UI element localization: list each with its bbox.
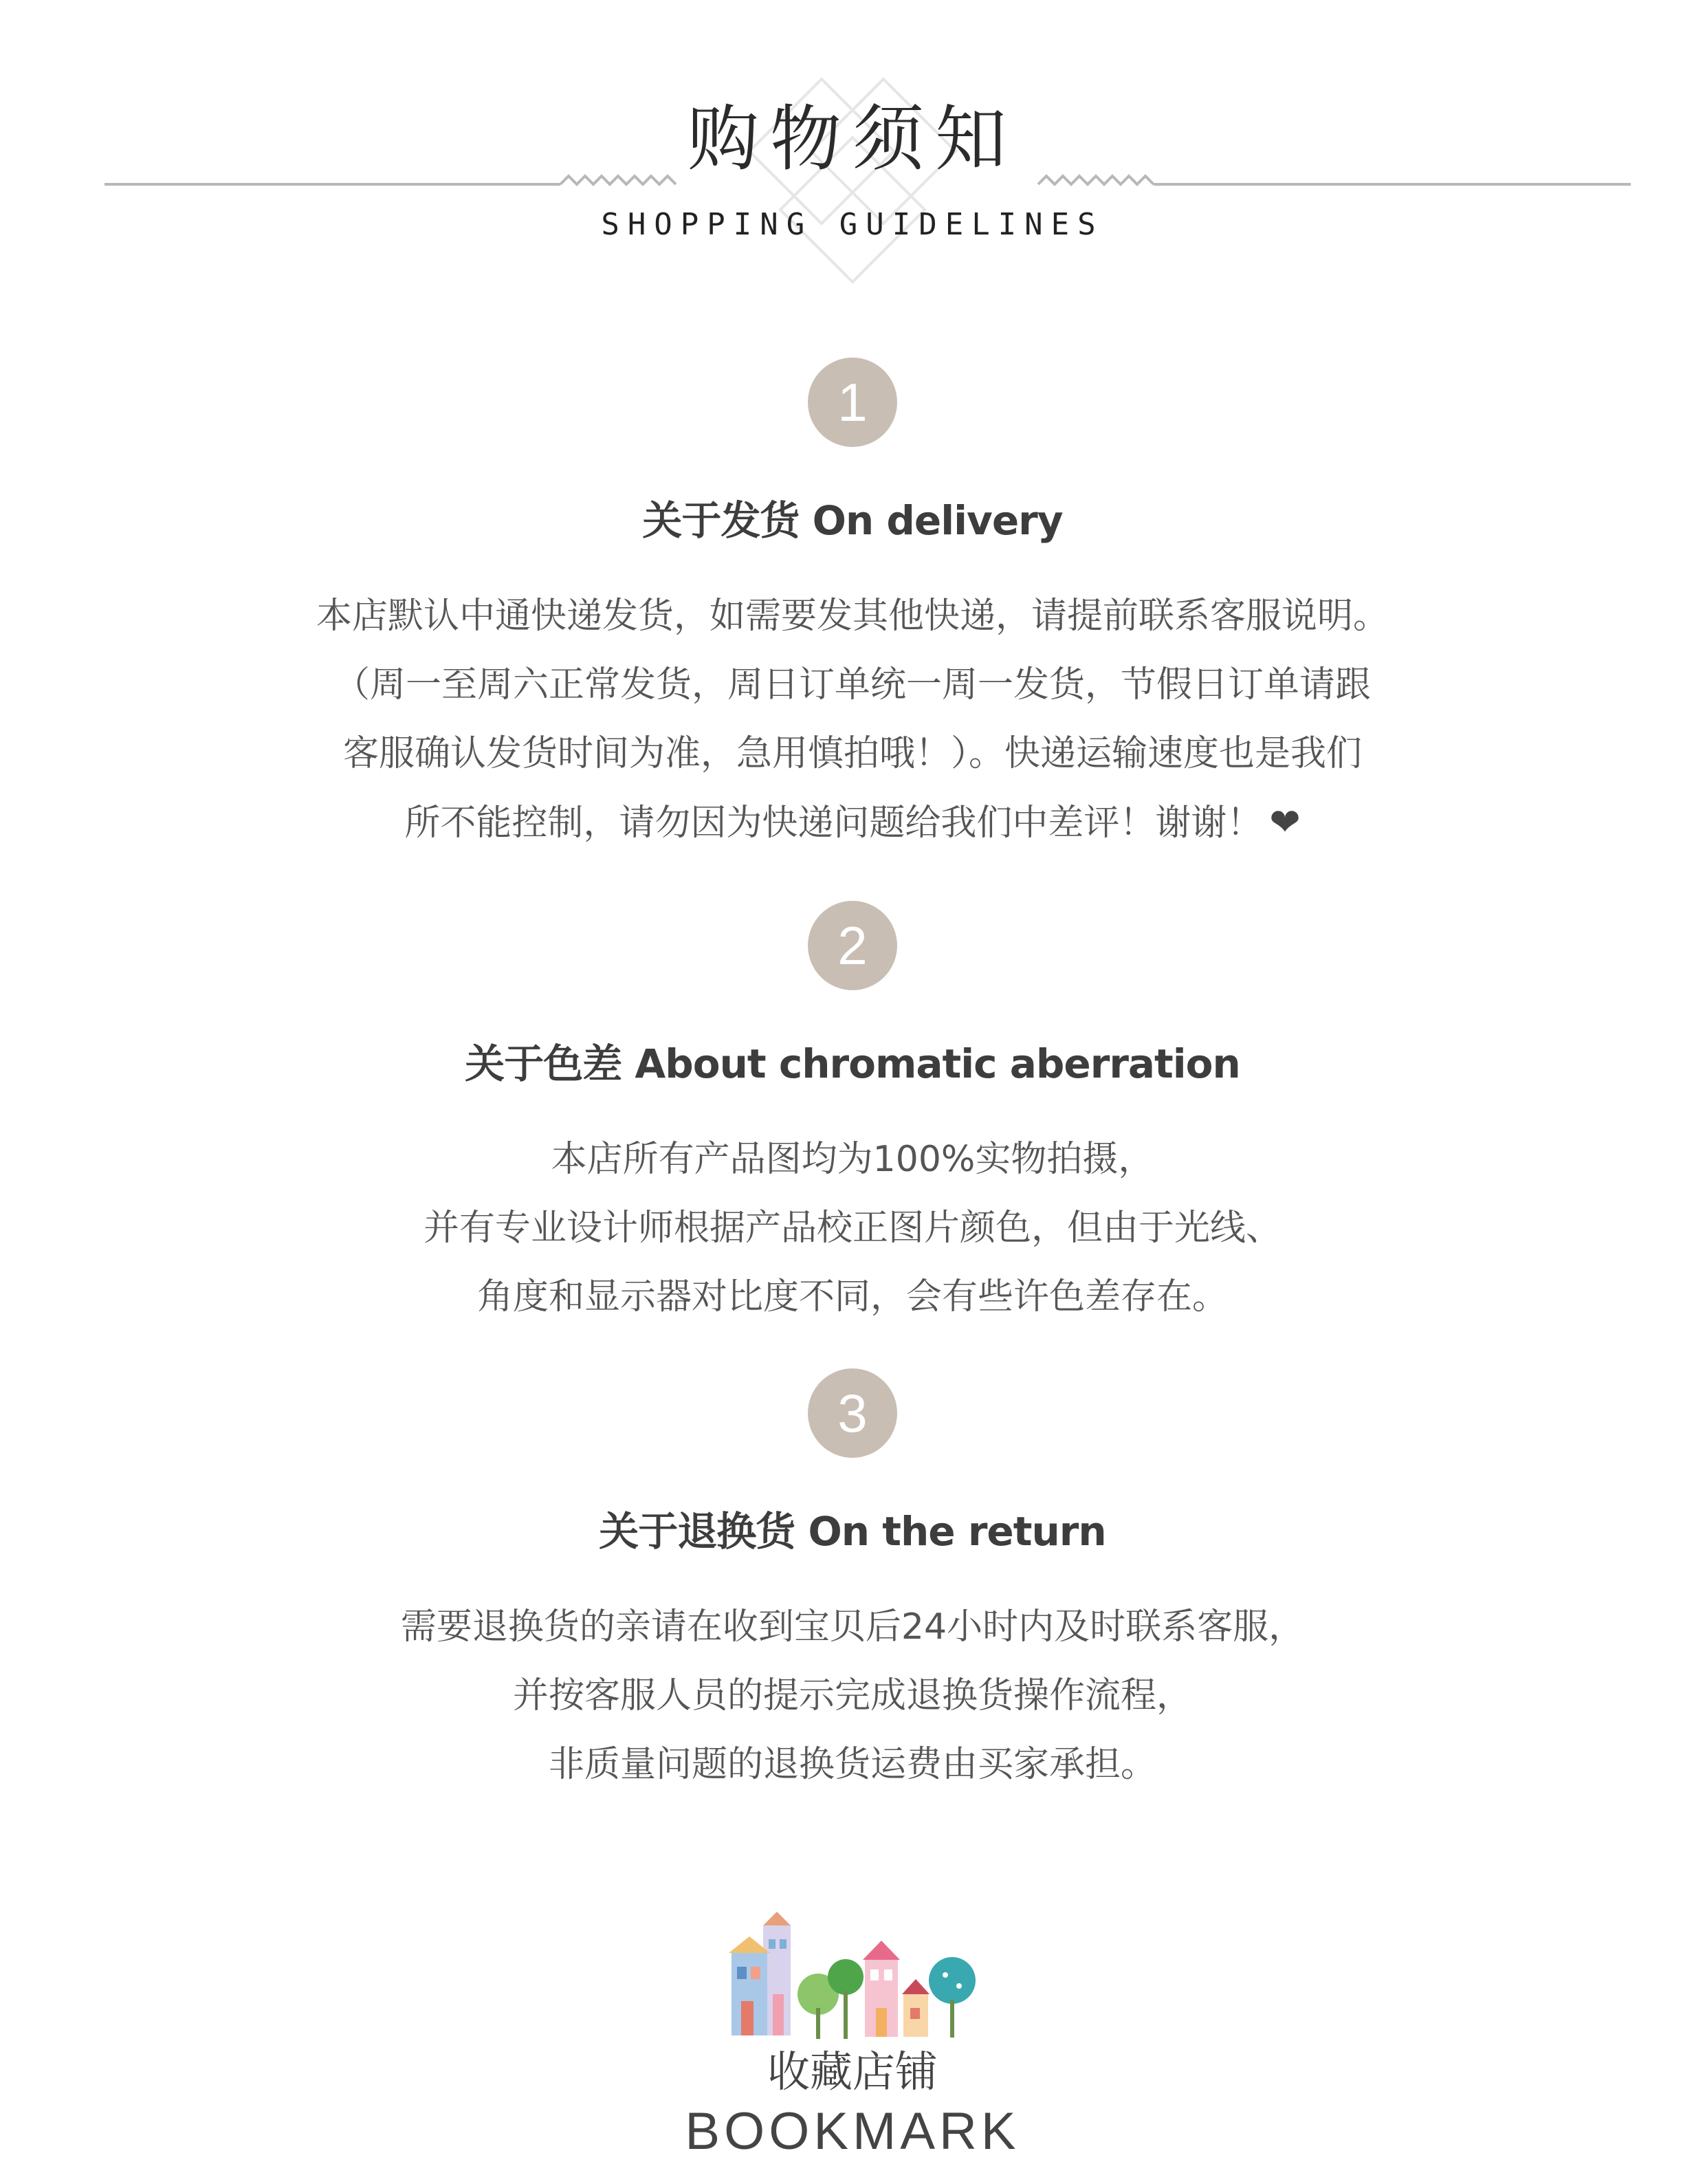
section-chromatic-aberration	[0, 901, 1705, 1331]
section-title: 关于发货 On delivery	[642, 497, 1063, 544]
body-line: 客服确认发货时间为准，急用慎拍哦！）。快递运输速度也是我们	[342, 733, 1362, 774]
body-line-text: 所不能控制，请勿因为快递问题给我们中差评！谢谢！	[404, 802, 1263, 844]
heart-icon: ❤	[1269, 800, 1301, 844]
page-title: 购物须知	[687, 97, 1018, 181]
page-subtitle: SHOPPING GUIDELINES	[601, 207, 1104, 242]
body-line: 角度和显示器对比度不同，会有些许色差存在。	[476, 1276, 1228, 1318]
body-line: 需要退换货的亲请在收到宝贝后24小时内及时联系客服，	[400, 1606, 1305, 1648]
step-badge: 3	[808, 1368, 897, 1458]
body-line-last	[0, 788, 1705, 857]
body-line: 本店所有产品图均为100%实物拍摄，	[551, 1139, 1154, 1180]
bookmark-label-en: BOOKMARK	[685, 2102, 1020, 2161]
houses-trees-icon	[722, 1912, 983, 2042]
section-title: 关于退换货 On the return	[599, 1508, 1106, 1555]
body-line: 非质量问题的退换货运费由买家承担。	[548, 1744, 1156, 1785]
section-title: 关于色差 About chromatic aberration	[465, 1040, 1240, 1087]
body-line: 并有专业设计师根据产品校正图片颜色，但由于光线、	[423, 1208, 1282, 1249]
section-body	[0, 582, 1705, 857]
section-return	[0, 1368, 1705, 1799]
body-line: 并按客服人员的提示完成退换货操作流程，	[512, 1675, 1192, 1716]
page-header	[0, 0, 1705, 316]
section-body	[0, 1125, 1705, 1331]
step-badge: 2	[808, 901, 897, 990]
bookmark-label-cn: 收藏店铺	[767, 2046, 938, 2097]
body-line: 本店默认中通快递发货，如需要发其他快递，请提前联系客服说明。	[316, 596, 1389, 637]
body-line: （周一至周六正常发货，周日订单统一周一发货，节假日订单请跟	[333, 664, 1371, 706]
section-delivery	[0, 358, 1705, 857]
section-body	[0, 1593, 1705, 1799]
step-badge: 1	[808, 358, 897, 447]
bookmark-shop[interactable]	[0, 1912, 1705, 2163]
